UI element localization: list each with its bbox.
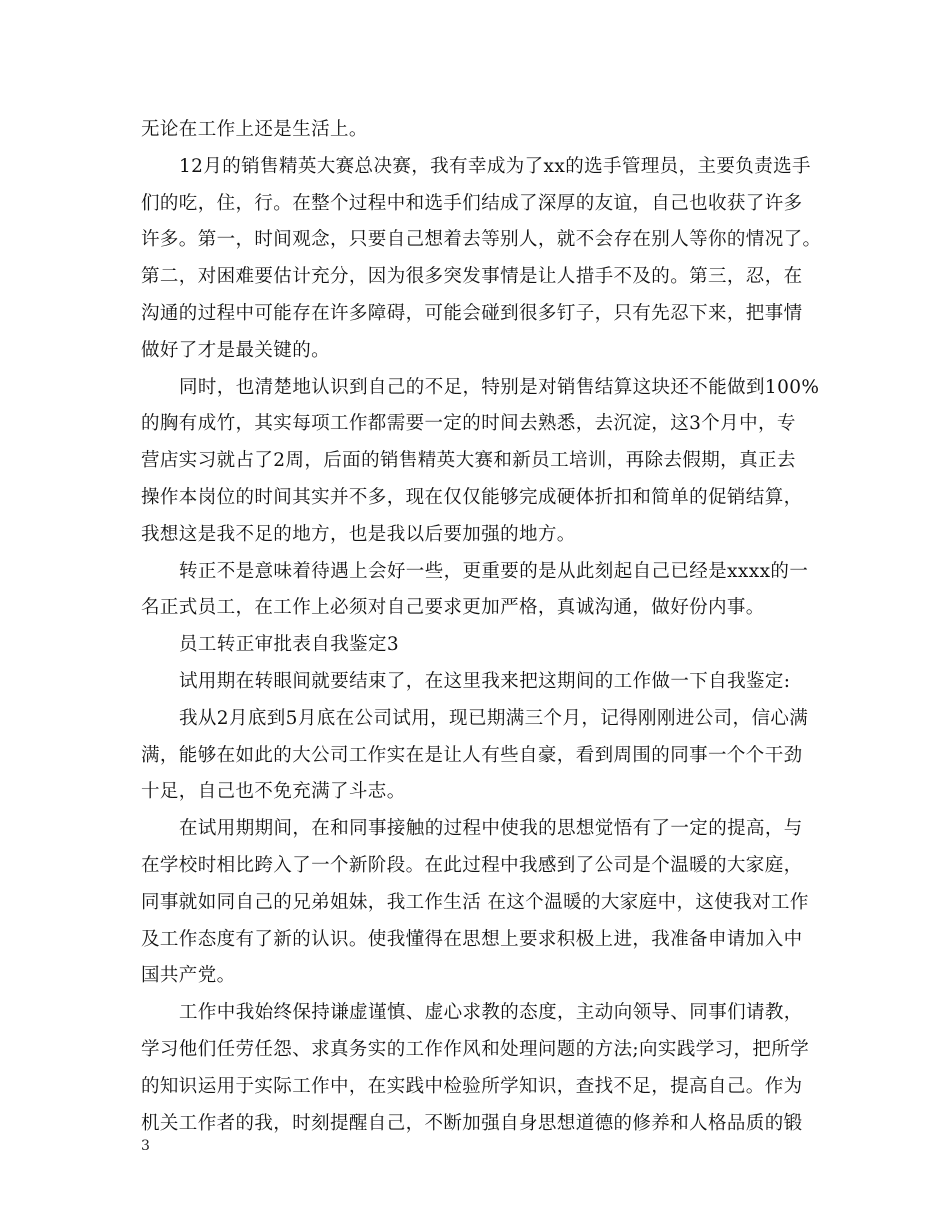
text-line: 十足，自己也不免充满了斗志。: [141, 781, 406, 803]
text-line: 满，能够在如此的大公司工作实在是让人有些自豪，看到周围的同事一个个干劲: [141, 744, 803, 766]
section-heading: 员工转正审批表自我鉴定3: [179, 634, 400, 656]
text-line: 我想这是我不足的地方，也是我以后要加强的地方。: [141, 523, 576, 545]
text-line: 沟通的过程中可能存在许多障碍，可能会碰到很多钉子，只有先忍下来，把事情: [141, 302, 803, 324]
text-line: 学习他们任劳任怨、求真务实的工作作风和处理问题的方法;向实践学习，把所学: [141, 1038, 810, 1060]
text-line: 营店实习就占了2周，后面的销售精英大赛和新员工培训，再除去假期，真正去: [141, 450, 796, 472]
text-line: 机关工作者的我，时刻提醒自己，不断加强自身思想道德的修养和人格品质的锻: [141, 1112, 803, 1134]
paragraph-start-line: 同时，也清楚地认识到自己的不足，特别是对销售结算这块还不能做到100%: [179, 376, 820, 398]
paragraph-start-line: 12月的销售精英大赛总决赛，我有幸成为了xx的选手管理员，主要负责选手: [179, 155, 811, 177]
text-line: 无论在工作上还是生活上。: [141, 119, 368, 140]
text-line: 同事就如同自己的兄弟姐妹，我工作生活 在这个温暖的大家庭中，这使我对工作: [141, 891, 809, 913]
text-line: 第二，对困难要估计充分，因为很多突发事情是让人措手不及的。第三，忍，在: [141, 266, 803, 288]
paragraph-start-line: 试用期在转眼间就要结束了，在这里我来把这期间的工作做一下自我鉴定:: [179, 670, 791, 692]
paragraph-start-line: 转正不是意味着待遇上会好一些，更重要的是从此刻起自己已经是xxxx的一: [179, 560, 809, 582]
paragraph-start-line: 工作中我始终保持谦虚谨慎、虚心求教的态度，主动向领导、同事们请教，: [179, 1002, 803, 1024]
paragraph-start-line: 我从2月底到5月底在公司试用，现已期满三个月，记得刚刚进公司，信心满: [179, 707, 809, 729]
text-line: 名正式员工，在工作上必须对自己要求更加严格，真诚沟通，做好份内事。: [141, 597, 765, 619]
text-line: 操作本岗位的时间其实并不多，现在仅仅能够完成硬体折扣和简单的促销结算，: [141, 486, 803, 508]
text-line: 及工作态度有了新的认识。使我懂得在思想上要求积极上进，我准备申请加入中: [141, 928, 803, 950]
text-line: 国共产党。: [141, 965, 236, 987]
document-body: [141, 112, 822, 1142]
text-line: 们的吃，住，行。在整个过程中和选手们结成了深厚的友谊，自己也收获了许多: [141, 192, 803, 214]
paragraph-start-line: 在试用期期间，在和同事接触的过程中使我的思想觉悟有了一定的提高，与: [179, 818, 803, 840]
text-line: 许多。第一，时间观念，只要自己想着去等别人，就不会存在别人等你的情况了。: [141, 229, 822, 251]
text-line: 做好了才是最关键的。: [141, 339, 331, 361]
page-number: 3: [141, 1138, 150, 1154]
text-line: 的知识运用于实际工作中，在实践中检验所学知识，查找不足，提高自己。作为: [141, 1075, 803, 1097]
text-line: 在学校时相比跨入了一个新阶段。在此过程中我感到了公司是个温暖的大家庭，: [141, 854, 803, 876]
text-line: 的胸有成竹，其实每项工作都需要一定的时间去熟悉，去沉淀，这3个月中，专: [141, 413, 796, 435]
